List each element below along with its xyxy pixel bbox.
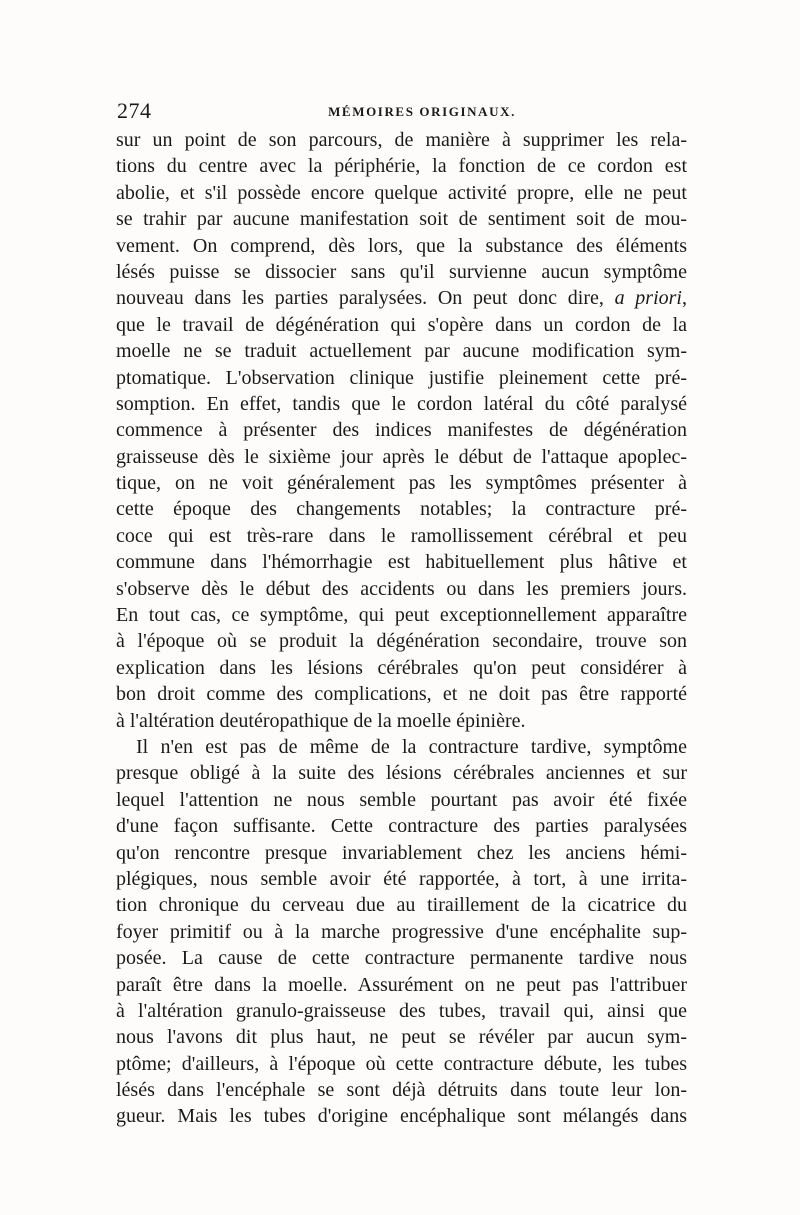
text-line: moelle ne se traduit actuellement par aucune modification sym- bbox=[116, 340, 687, 363]
paragraph-2 bbox=[116, 734, 687, 1130]
page-header bbox=[117, 97, 687, 127]
text-line: posée. La cause de cette contracture permanente tardive nous bbox=[116, 947, 687, 970]
text-line: lequel l'attention ne nous semble pourtant pas avoir été fixée bbox=[116, 788, 687, 811]
text-line: foyer primitif ou à la marche progressive d'une encéphalite sup- bbox=[116, 920, 687, 943]
text-line: à l'époque où se produit la dégénération secondaire, trouve son bbox=[116, 630, 687, 653]
italic-phrase: a priori bbox=[614, 287, 682, 310]
text-line: nous l'avons dit plus haut, ne peut se révéler par aucun sym- bbox=[116, 1026, 687, 1049]
text-line: d'une façon suffisante. Cette contracture des parties paralysées bbox=[116, 815, 687, 838]
text-line: tions du centre avec la périphérie, la fonction de ce cordon est bbox=[116, 155, 687, 178]
text-line: presque obligé à la suite des lésions cérébrales anciennes et sur bbox=[116, 762, 687, 785]
text-line: tion chronique du cerveau due au tiraillement de la cicatrice du bbox=[116, 894, 687, 917]
text-line: plégiques, nous semble avoir été rapportée, à tort, à une irrita- bbox=[116, 867, 687, 890]
text-line: que le travail de dégénération qui s'opère dans un cordon de la bbox=[116, 313, 687, 336]
text-line: Il n'en est pas de même de la contracture tardive, symptôme bbox=[136, 735, 687, 758]
text-line: tique, on ne voit généralement pas les symptômes présenter à bbox=[116, 472, 687, 495]
running-title: MÉMOIRES ORIGINAUX. bbox=[328, 104, 516, 119]
text-line: ptôme; d'ailleurs, à l'époque où cette contracture débute, les tubes bbox=[116, 1052, 687, 1075]
text-line: à l'altération granulo-graisseuse des tubes, travail qui, ainsi que bbox=[116, 999, 687, 1022]
text-line: somption. En effet, tandis que le cordon latéral du côté paralysé bbox=[116, 392, 687, 415]
page-number: 274 bbox=[117, 98, 152, 123]
text-line: paraît être dans la moelle. Assurément on ne peut pas l'attribuer bbox=[116, 973, 687, 996]
paragraph-1 bbox=[116, 127, 687, 734]
text-line: lésés puisse se dissocier sans qu'il survienne aucun symptôme bbox=[116, 260, 687, 283]
text-line: nouveau dans les parties paralysées. On peut donc dire, a priori, bbox=[116, 287, 687, 310]
text-line: qu'on rencontre presque invariablement chez les anciens hémi- bbox=[116, 841, 687, 864]
text-line: abolie, et s'il possède encore quelque activité propre, elle ne peut bbox=[116, 181, 687, 204]
text-line: vement. On comprend, dès lors, que la substance des éléments bbox=[116, 234, 687, 257]
text-line: cette époque des changements notables; la contracture pré- bbox=[116, 498, 687, 521]
text-line: coce qui est très-rare dans le ramollissement cérébral et peu bbox=[116, 524, 687, 547]
body-text bbox=[116, 127, 687, 1130]
text-line: explication dans les lésions cérébrales qu'on peut considérer à bbox=[116, 656, 687, 679]
text-line: lésés dans l'encéphale se sont déjà détruits dans toute leur lon- bbox=[116, 1079, 687, 1102]
text-line: commence à présenter des indices manifestes de dégénération bbox=[116, 419, 687, 442]
text-line: commune dans l'hémorrhagie est habituellement plus hâtive et bbox=[116, 551, 687, 574]
text-line: se trahir par aucune manifestation soit de sentiment soit de mou- bbox=[116, 208, 687, 231]
text-line: à l'altération deutéropathique de la moelle épinière. bbox=[116, 709, 526, 732]
text-line: En tout cas, ce symptôme, qui peut exceptionnellement apparaître bbox=[116, 604, 687, 627]
text-line: bon droit comme des complications, et ne doit pas être rapporté bbox=[116, 683, 687, 706]
text-line: gueur. Mais les tubes d'origine encéphalique sont mélangés dans bbox=[116, 1105, 687, 1128]
text-line: sur un point de son parcours, de manière à supprimer les rela- bbox=[116, 129, 687, 151]
text-line: s'observe dès le début des accidents ou dans les premiers jours. bbox=[116, 577, 687, 600]
text-line: ptomatique. L'observation clinique justifie pleinement cette pré- bbox=[116, 366, 687, 389]
text-line: graisseuse dès le sixième jour après le début de l'attaque apoplec- bbox=[116, 445, 687, 468]
